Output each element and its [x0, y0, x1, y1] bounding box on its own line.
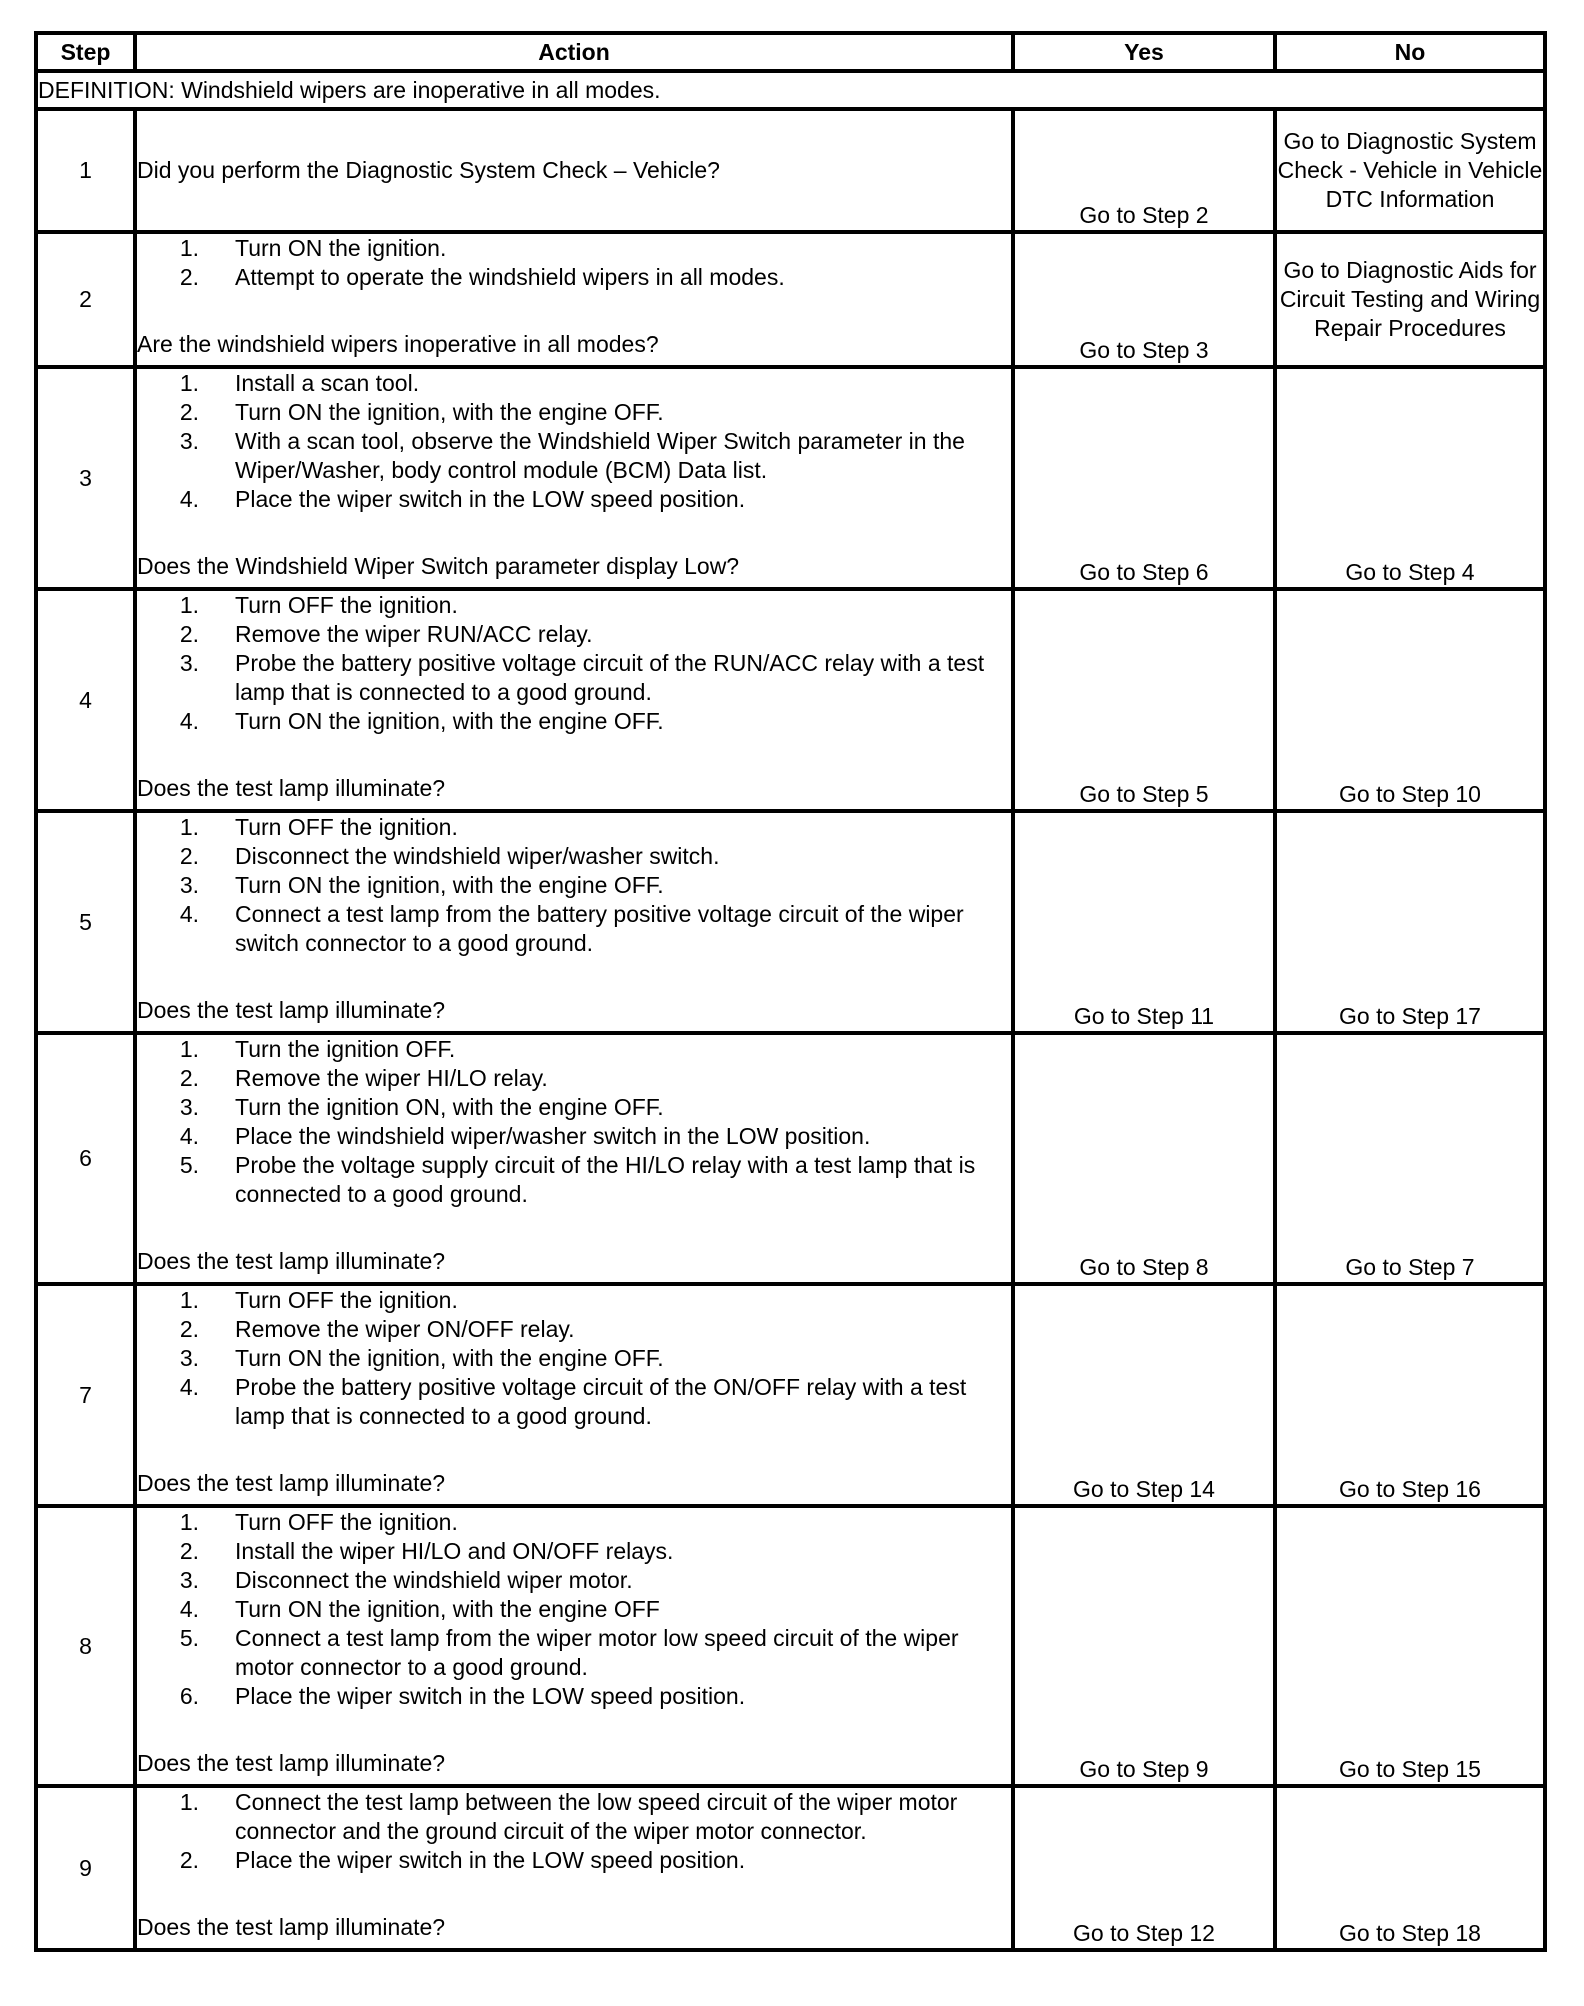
step-number: 6	[36, 1033, 135, 1284]
action-list	[137, 369, 1011, 514]
step-number: 8	[36, 1506, 135, 1786]
action-item-number: 1.	[179, 814, 199, 840]
action-item	[137, 1566, 1011, 1595]
action-item-number: 1.	[179, 370, 199, 396]
action-item	[137, 871, 1011, 900]
table-row	[36, 1284, 1545, 1506]
action-item-text: Disconnect the windshield wiper motor.	[235, 1567, 633, 1593]
action-item-text: Remove the wiper HI/LO relay.	[235, 1065, 548, 1091]
action-item-number: 1.	[179, 1287, 199, 1313]
action-item	[137, 1315, 1011, 1344]
action-item-number: 3.	[179, 1567, 199, 1593]
header-yes: Yes	[1013, 33, 1275, 71]
action-item-text: Turn the ignition OFF.	[235, 1036, 456, 1062]
action-cell	[135, 811, 1013, 1033]
action-question: Does the Windshield Wiper Switch parameter display Low?	[137, 553, 740, 579]
action-item-text: Turn ON the ignition, with the engine OFF.	[235, 708, 664, 734]
action-item-number: 1.	[179, 1509, 199, 1535]
action-item-number: 1.	[179, 592, 199, 618]
yes-result: Go to Step 6	[1013, 367, 1275, 589]
action-question: Does the test lamp illuminate?	[137, 775, 446, 801]
table-row	[36, 1786, 1545, 1950]
action-item	[137, 1537, 1011, 1566]
definition-row	[36, 71, 1545, 109]
table-row	[36, 811, 1545, 1033]
yes-result: Go to Step 11	[1013, 811, 1275, 1033]
table-row	[36, 109, 1545, 232]
no-result: Go to Diagnostic System Check - Vehicle in Vehicle DTC Information	[1275, 109, 1545, 232]
action-item-text: Turn OFF the ignition.	[235, 1509, 458, 1535]
no-result: Go to Step 10	[1275, 589, 1545, 811]
header-step: Step	[36, 33, 135, 71]
action-item-number: 2.	[179, 843, 199, 869]
action-item	[137, 813, 1011, 842]
action-item-text: Turn ON the ignition.	[235, 235, 447, 261]
action-item-text: Turn ON the ignition, with the engine OFF	[235, 1596, 660, 1622]
table-row	[36, 589, 1545, 811]
action-item	[137, 620, 1011, 649]
yes-result: Go to Step 2	[1013, 109, 1275, 232]
action-item-number: 5.	[179, 1625, 199, 1651]
diagnostic-table	[34, 31, 1547, 1952]
action-cell	[135, 1786, 1013, 1950]
no-result: Go to Step 18	[1275, 1786, 1545, 1950]
action-item-text: Turn ON the ignition, with the engine OFF.	[235, 872, 664, 898]
action-item	[137, 1682, 1011, 1711]
header-row	[36, 33, 1545, 71]
yes-result: Go to Step 14	[1013, 1284, 1275, 1506]
action-item-number: 1.	[179, 235, 199, 261]
action-list	[137, 1508, 1011, 1711]
no-result: Go to Step 17	[1275, 811, 1545, 1033]
action-question: Are the windshield wipers inoperative in all modes?	[137, 331, 659, 357]
step-number: 1	[36, 109, 135, 232]
action-item	[137, 1122, 1011, 1151]
action-item-text: Remove the wiper RUN/ACC relay.	[235, 621, 593, 647]
header-no: No	[1275, 33, 1545, 71]
action-question: Does the test lamp illuminate?	[137, 1750, 446, 1776]
action-item-text: Probe the battery positive voltage circuit of the RUN/ACC relay with a test lamp that is connected to a good ground.	[235, 650, 985, 705]
yes-result: Go to Step 5	[1013, 589, 1275, 811]
action-item	[137, 1093, 1011, 1122]
action-item	[137, 1286, 1011, 1315]
action-question: Does the test lamp illuminate?	[137, 997, 446, 1023]
action-question: Does the test lamp illuminate?	[137, 1914, 446, 1940]
header-action: Action	[135, 33, 1013, 71]
action-item	[137, 485, 1011, 514]
action-item-number: 2.	[179, 1316, 199, 1342]
action-item	[137, 369, 1011, 398]
action-item	[137, 900, 1011, 958]
action-item	[137, 263, 1011, 292]
step-number: 4	[36, 589, 135, 811]
yes-result: Go to Step 12	[1013, 1786, 1275, 1950]
step-number: 5	[36, 811, 135, 1033]
action-item-number: 2.	[179, 621, 199, 647]
step-number: 7	[36, 1284, 135, 1506]
action-item	[137, 1373, 1011, 1431]
action-item-number: 2.	[179, 1538, 199, 1564]
action-item-text: Attempt to operate the windshield wipers in all modes.	[235, 264, 785, 290]
action-item-text: Turn ON the ignition, with the engine OFF.	[235, 399, 664, 425]
action-item-number: 4.	[179, 1596, 199, 1622]
action-item	[137, 1595, 1011, 1624]
action-item-number: 4.	[179, 901, 199, 927]
action-item-text: Place the wiper switch in the LOW speed position.	[235, 1847, 746, 1873]
action-list	[137, 591, 1011, 736]
action-cell	[135, 367, 1013, 589]
action-item	[137, 707, 1011, 736]
action-item-text: Turn OFF the ignition.	[235, 814, 458, 840]
action-item-number: 4.	[179, 1123, 199, 1149]
action-list	[137, 813, 1011, 958]
action-item	[137, 1788, 1011, 1846]
action-question: Does the test lamp illuminate?	[137, 1470, 446, 1496]
action-item-number: 4.	[179, 486, 199, 512]
action-item	[137, 1151, 1011, 1209]
action-item	[137, 1624, 1011, 1682]
action-item-number: 3.	[179, 872, 199, 898]
action-item	[137, 1846, 1011, 1875]
action-item-number: 5.	[179, 1152, 199, 1178]
step-number: 9	[36, 1786, 135, 1950]
action-item-text: Turn the ignition ON, with the engine OFF.	[235, 1094, 664, 1120]
action-cell	[135, 232, 1013, 367]
action-item-number: 2.	[179, 1847, 199, 1873]
action-item-number: 4.	[179, 1374, 199, 1400]
action-item	[137, 234, 1011, 263]
action-list	[137, 234, 1011, 292]
action-question: Did you perform the Diagnostic System Check – Vehicle?	[137, 157, 720, 183]
action-list	[137, 1788, 1011, 1875]
action-item-number: 2.	[179, 1065, 199, 1091]
action-item-number: 3.	[179, 1345, 199, 1371]
action-cell	[135, 589, 1013, 811]
action-item-text: Place the wiper switch in the LOW speed position.	[235, 1683, 746, 1709]
action-item-text: Turn ON the ignition, with the engine OFF.	[235, 1345, 664, 1371]
action-cell	[135, 1506, 1013, 1786]
action-item-text: Turn OFF the ignition.	[235, 1287, 458, 1313]
action-item	[137, 1064, 1011, 1093]
action-list	[137, 1286, 1011, 1431]
action-item-text: Connect a test lamp from the battery positive voltage circuit of the wiper switch connector to a good ground.	[235, 901, 964, 956]
action-item	[137, 1508, 1011, 1537]
action-item-number: 2.	[179, 399, 199, 425]
no-result: Go to Step 7	[1275, 1033, 1545, 1284]
action-item-number: 1.	[179, 1036, 199, 1062]
action-item	[137, 842, 1011, 871]
action-item-text: Turn OFF the ignition.	[235, 592, 458, 618]
action-item-number: 2.	[179, 264, 199, 290]
action-item-text: With a scan tool, observe the Windshield Wiper Switch parameter in the Wiper/Washer, body control module (BCM) Data list.	[235, 428, 965, 483]
no-result: Go to Step 15	[1275, 1506, 1545, 1786]
definition-text: DEFINITION: Windshield wipers are inoperative in all modes.	[36, 71, 1545, 109]
action-cell	[135, 1284, 1013, 1506]
action-item-text: Remove the wiper ON/OFF relay.	[235, 1316, 575, 1342]
action-item-number: 1.	[179, 1789, 199, 1815]
no-result: Go to Step 4	[1275, 367, 1545, 589]
action-item-text: Connect a test lamp from the wiper motor low speed circuit of the wiper motor connector to a good ground.	[235, 1625, 959, 1680]
action-item	[137, 591, 1011, 620]
action-item-number: 3.	[179, 1094, 199, 1120]
action-item-text: Connect the test lamp between the low speed circuit of the wiper motor connector and the ground circuit of the wiper motor connector.	[235, 1789, 958, 1844]
action-item-text: Place the windshield wiper/washer switch in the LOW position.	[235, 1123, 871, 1149]
diagnostic-table-container	[34, 31, 1543, 1952]
action-item	[137, 427, 1011, 485]
table-row	[36, 1506, 1545, 1786]
no-result: Go to Step 16	[1275, 1284, 1545, 1506]
action-question: Does the test lamp illuminate?	[137, 1248, 446, 1274]
yes-result: Go to Step 3	[1013, 232, 1275, 367]
table-row	[36, 367, 1545, 589]
action-item-text: Install the wiper HI/LO and ON/OFF relays.	[235, 1538, 674, 1564]
action-list	[137, 1035, 1011, 1209]
yes-result: Go to Step 8	[1013, 1033, 1275, 1284]
no-result: Go to Diagnostic Aids for Circuit Testing and Wiring Repair Procedures	[1275, 232, 1545, 367]
action-item-number: 4.	[179, 708, 199, 734]
yes-result: Go to Step 9	[1013, 1506, 1275, 1786]
step-number: 3	[36, 367, 135, 589]
action-item-text: Disconnect the windshield wiper/washer switch.	[235, 843, 720, 869]
action-item	[137, 649, 1011, 707]
action-item	[137, 1035, 1011, 1064]
action-cell	[135, 109, 1013, 232]
action-item-text: Install a scan tool.	[235, 370, 420, 396]
action-item-number: 3.	[179, 650, 199, 676]
action-item-text: Probe the voltage supply circuit of the HI/LO relay with a test lamp that is connected to a good ground.	[235, 1152, 976, 1207]
action-cell	[135, 1033, 1013, 1284]
action-item	[137, 1344, 1011, 1373]
action-item-text: Probe the battery positive voltage circuit of the ON/OFF relay with a test lamp that is connected to a good ground.	[235, 1374, 967, 1429]
action-item-number: 6.	[179, 1683, 199, 1709]
step-number: 2	[36, 232, 135, 367]
action-item	[137, 398, 1011, 427]
table-row	[36, 232, 1545, 367]
action-item-text: Place the wiper switch in the LOW speed position.	[235, 486, 746, 512]
table-row	[36, 1033, 1545, 1284]
action-item-number: 3.	[179, 428, 199, 454]
